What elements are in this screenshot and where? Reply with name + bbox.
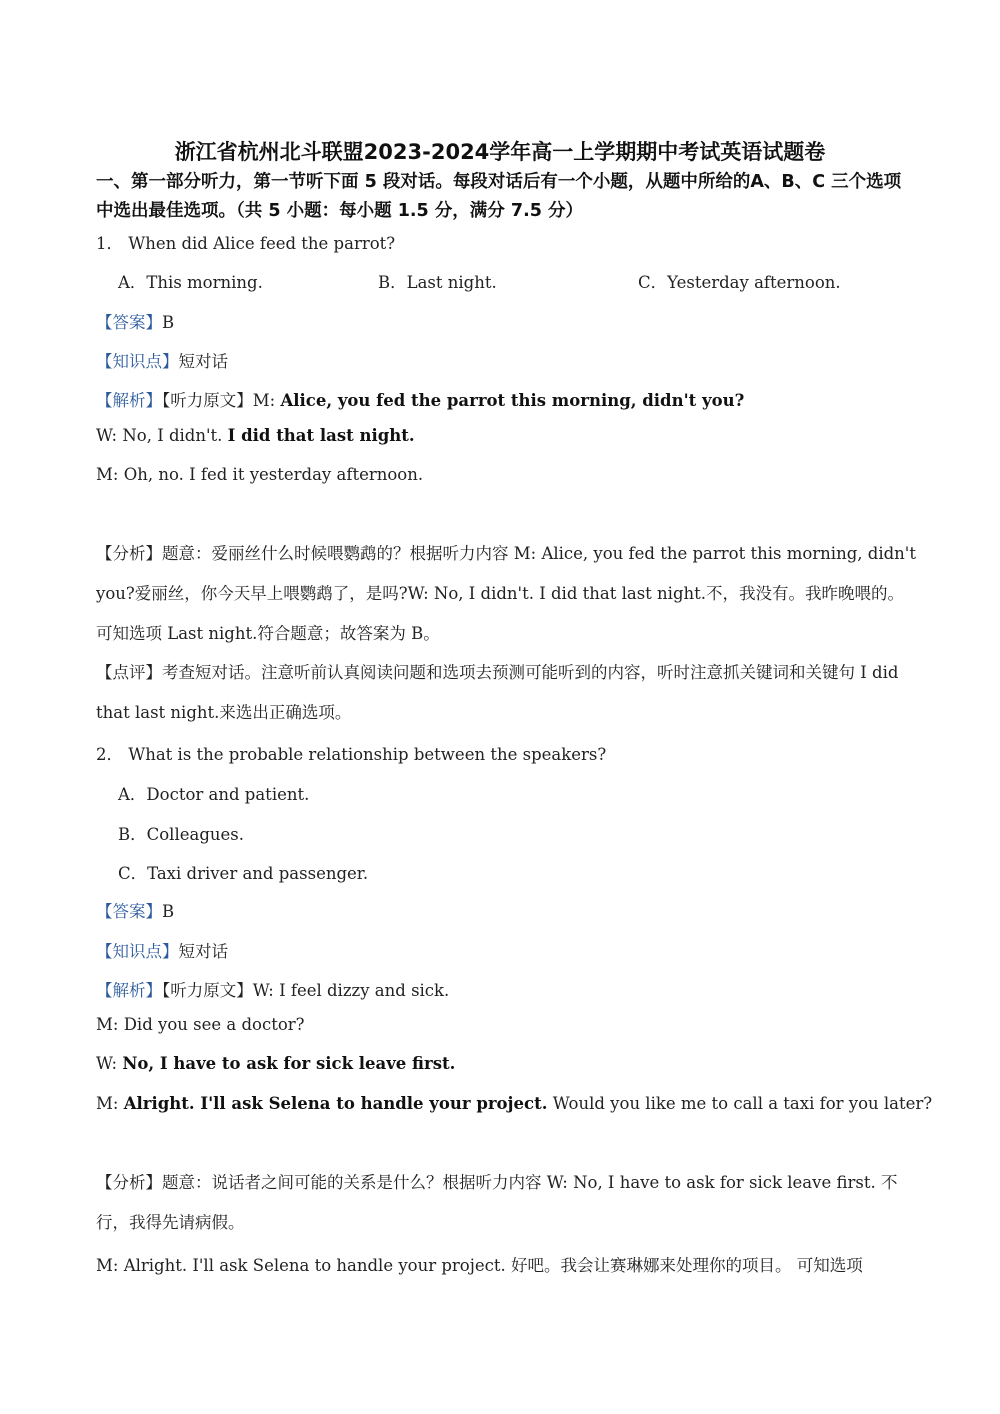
transcript-text: W: I feel dizzy and sick. [252, 981, 450, 1000]
question-text: When did Alice feed the parrot? [128, 234, 396, 253]
analysis-label: 【解析】 [96, 391, 162, 410]
section-header: 一、第一部分听力，第一节听下面 5 段对话。每段对话后有一个小题，从题中所给的A、B、C 三个选项中选出最佳选项。（共 5 小题：每小题 1.5 分，满分 7.5 分） [96, 172, 902, 221]
q2-fenxi-continued: M: Alright. I'll ask Selena to handle your project. 好吧。我会让赛琳娜来处理你的项目。 可知选项 [96, 1256, 863, 1275]
transcript-text: W: No, I didn't. [96, 426, 228, 445]
q2-transcript-line-4 [96, 1094, 933, 1113]
q2-option-a: A．Doctor and patient. [118, 785, 310, 804]
question-1 [96, 230, 916, 254]
transcript-key: Alice, you fed the parrot this morning, didn't you? [280, 391, 745, 410]
q1-knowledge [96, 348, 916, 372]
q1-transcript-line-2 [96, 426, 916, 445]
transcript-label: 【听力原文】 [162, 981, 253, 1000]
knowledge-value: 短对话 [178, 352, 228, 371]
answer-label: 【答案】 [96, 313, 162, 332]
fenxi-text: 题意：爱丽丝什么时候喂鹦鹉的？根据听力内容 M: Alice, you fed the parrot this morning, didn't you?爱丽丝，你今天早上喂鹦鹉了，是吗?W: No, I didn't. I did that last night.不，我没有。我昨晚喂的。 可知选项 Last night.符合题意；故答案为 B。 [96, 544, 916, 643]
q1-answer [96, 309, 916, 333]
answer-value: B [162, 313, 175, 332]
transcript-label: 【听力原文】 [162, 391, 253, 410]
speaker: M: [96, 1094, 124, 1113]
knowledge-value: 短对话 [178, 942, 228, 961]
comment-label: 【点评】 [96, 663, 162, 682]
knowledge-label: 【知识点】 [96, 942, 179, 961]
analysis-label: 【解析】 [96, 981, 162, 1000]
comment-text: 考查短对话。注意听前认真阅读问题和选项去预测可能听到的内容，听时注意抓关键词和关键句 I did that last night.来选出正确选项。 [96, 663, 899, 722]
speaker: M: [252, 391, 281, 410]
q2-analysis [96, 977, 916, 1001]
q2-option-b: B．Colleagues. [118, 825, 245, 844]
answer-value: B [162, 902, 175, 921]
q1-option-b: B．Last night. [378, 273, 497, 292]
q2-answer [96, 898, 916, 922]
fenxi-text: 题意：说话者之间可能的关系是什么？根据听力内容 W: No, I have to ask for sick leave first. 不行，我得先请病假。 [96, 1173, 898, 1232]
speaker: W: [96, 1054, 123, 1073]
fenxi-label: 【分析】 [96, 544, 162, 563]
q2-fenxi [96, 1163, 916, 1243]
q2-knowledge [96, 938, 916, 962]
q2-option-c: C．Taxi driver and passenger. [118, 864, 369, 883]
answer-label: 【答案】 [96, 902, 162, 921]
transcript-text: Would you like me to call a taxi for you later? [547, 1094, 933, 1113]
q1-transcript-line-3: M: Oh, no. I fed it yesterday afternoon. [96, 465, 424, 484]
fenxi-label: 【分析】 [96, 1173, 162, 1192]
page-title: 浙江省杭州北斗联盟2023-2024学年高一上学期期中考试英语试题卷 [174, 140, 826, 164]
q1-option-c: C．Yesterday afternoon. [638, 273, 841, 292]
q1-comment [96, 653, 916, 733]
q2-transcript-line-2: M: Did you see a doctor? [96, 1015, 305, 1034]
question-text: What is the probable relationship between the speakers? [128, 745, 607, 764]
q1-option-a: A．This morning. [118, 273, 263, 292]
question-number: 2． [96, 745, 123, 764]
knowledge-label: 【知识点】 [96, 352, 179, 371]
transcript-key: I did that last night. [227, 426, 415, 445]
transcript-key: No, I have to ask for sick leave first. [122, 1054, 456, 1073]
q2-transcript-line-3 [96, 1054, 916, 1073]
q1-fenxi [96, 534, 916, 654]
q1-analysis [96, 387, 916, 411]
question-number: 1． [96, 234, 123, 253]
transcript-key: Alright. I'll ask Selena to handle your project. [123, 1094, 548, 1113]
question-2 [96, 741, 916, 765]
